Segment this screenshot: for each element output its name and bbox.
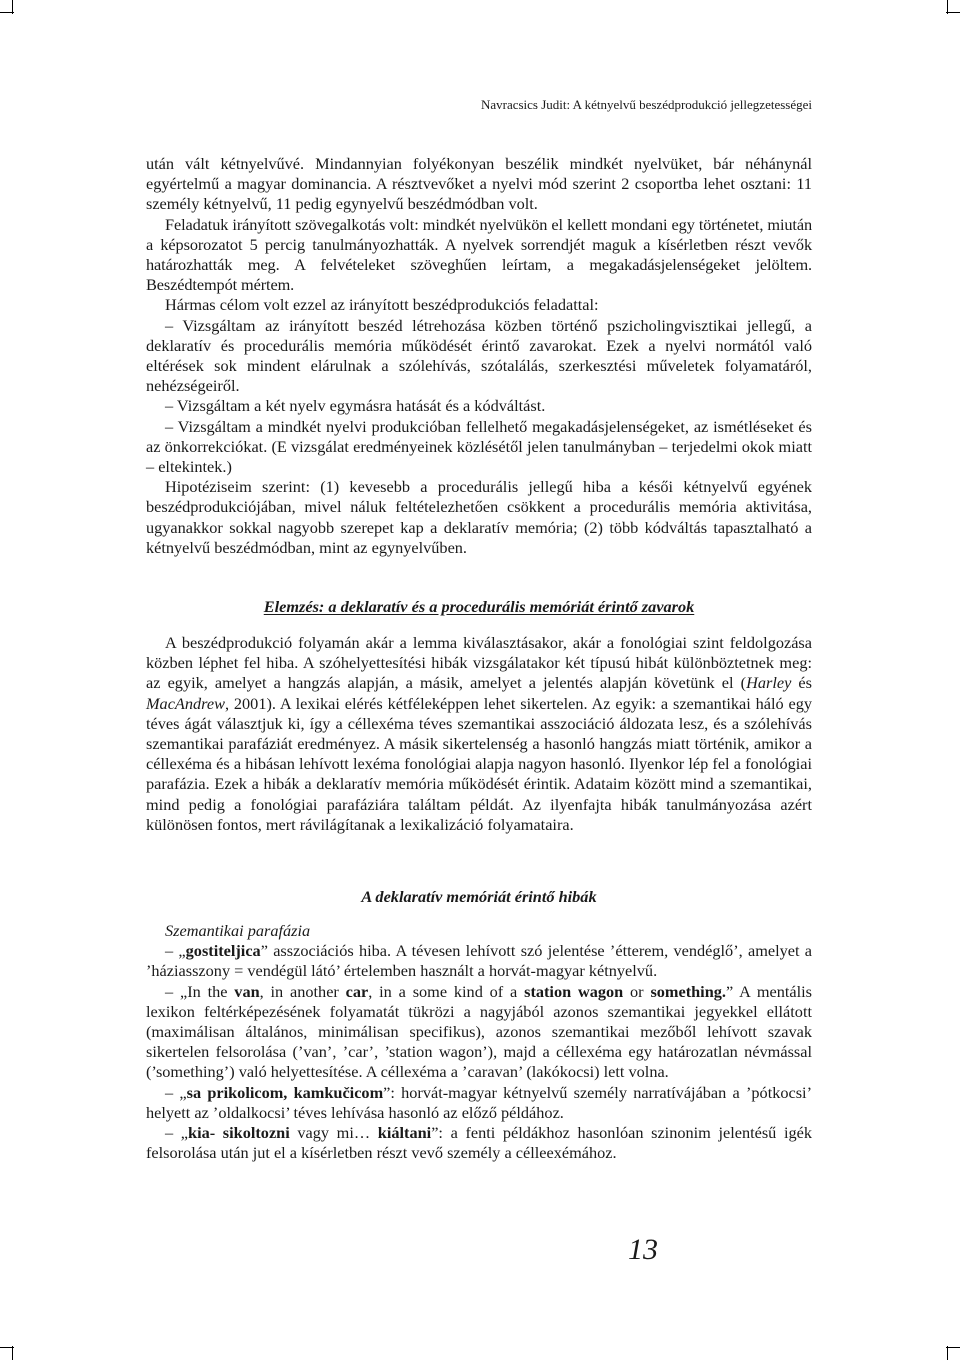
analysis-section <box>146 633 812 835</box>
subheading: Szemantikai parafázia <box>165 921 311 940</box>
subsection-title: A deklaratív memóriát érintő hibák <box>361 887 597 906</box>
crop-mark <box>12 0 13 14</box>
example-item: – „kia- sikoltozni vagy mi… kiáltani”: a fenti példákhoz hasonlóan szinonim jelentésű igék felsorolása után jut el a kísérletben részt vevő személy a célleexémához. <box>146 1123 812 1163</box>
paragraph: Hipotéziseim szerint: (1) kevesebb a procedurális jellegű hiba a késői kétnyelvű egyének beszédprodukciójában, mivel náluk feltételezhetően csökkent a procedurális memória aktivitása, ugyanakkor sokkal nagyobb szerepet kap a deklaratív memória; (2) több kódváltás tapasztalható a kétnyelvű beszédmódban, mint az egynyelvűben. <box>146 477 812 557</box>
crop-mark <box>946 1347 960 1348</box>
section-title: Elemzés: a deklaratív és a procedurális memóriát érintő zavarok <box>263 597 695 616</box>
crop-mark <box>946 12 960 13</box>
example-item: – „sa prikolicom, kamkučicom”: horvát-magyar kétnyelvű személy narratívájában a ’pótkocsi’ helyett az ’oldalkocsi’ téves lehívása hasonló az előző példához. <box>146 1082 813 1122</box>
crop-mark <box>12 1346 13 1360</box>
paragraph: után vált kétnyelvűvé. Mindannyian folyékonyan beszélik mindkét nyelvüket, bár néhánynál egyértelmű a magyar dominancia. A résztvevőket a nyelvi mód szerint 2 csoportba lehet osztani: 11 személy kétnyelvű, 11 pedig egynyelvű beszédmódban volt. <box>146 154 812 214</box>
examples-section <box>146 921 812 1163</box>
running-header: Navracsics Judit: A kétnyelvű beszédprodukció jellegzetességei <box>480 97 812 112</box>
list-item: – Vizsgáltam az irányított beszéd létrehozása közben történő pszicholingvisztikai jellegű, a deklaratív és procedurális memória működését érintő zavarokat. Ezek a nyelvi normától való eltérések sok mindent elárulnak a szólehívás, szótalálás, szerkesztési műveletek folyamatáról, nehézségeiről. <box>146 315 812 396</box>
crop-mark <box>947 1346 948 1360</box>
list-item: – Vizsgáltam a mindkét nyelvi produkcióban fellelhető megakadásjelenségeket, az ismétléseket és az önkorrekciókat. (E vizsgálat eredményeinek közlésétől jelen tanulmányban – terjedelmi okok miatt – eltekintek.) <box>146 416 812 477</box>
citation-author: MacAndrew <box>146 693 225 713</box>
list-item: – Vizsgáltam a két nyelv egymásra hatását és a kódváltást. <box>165 396 546 416</box>
paragraph: A beszédprodukció folyamán akár a lemma kiválasztásakor, akár a fonológiai szint feldolgozása közben léphet fel hiba. A szóhelyettesítési hibák vizsgálatakor két típusú hibát különböztetnek meg: az egyik, amelyet a hangzás alapján, a másik, amelyet a jelentés alapján követünk el (Harley és MacAndrew, 2001). A lexikai elérés kétféleképpen lehet sikertelen. Az egyik: a szemantikai háló egy téves ágát választjuk ki, így a céllexéma téves szemantikai asszociáció áldozata lesz, és a szólehívás szemantikai parafáziát eredményez. A másik sikertelenség a hasonló hangzás miatt történik, amikor a céllexéma és a hibásan lehívott lexéma fonológiai alapja nagyon hasonló. Ilyenkor lép fel a fonológiai parafázia. Ezek a hibák a deklaratív memória működését érintik. Adataim között mind a szemantikai, mind pedig a fonológiai parafáziára találtam példát. Az ilyenfajta hibák tanulmányozása azért különösen fontos, mert rávilágítanak a lexikalizáció folyamataira. <box>146 633 812 834</box>
page-number: 13 <box>628 1233 658 1266</box>
example-item: – „gostiteljica” asszociációs hiba. A tévesen lehívott szó jelentése ’étterem, vendéglő’, amelyet a ’háziasszony = vendégül látó’ értelemben használt a horvát-magyar kétnyelvű. <box>146 941 813 981</box>
paragraph: Hármas célom volt ezzel az irányított beszédprodukciós feladattal: <box>165 295 599 315</box>
intro-section <box>146 154 812 558</box>
crop-mark <box>947 0 948 14</box>
example-item: – „In the van, in another car, in a some kind of a station wagon or something.” A mentális lexikon feltérképezésének folyamatát tükrözi a nagyjából azonos szemantikai jegyekkel ellátott (maximálisan általános, minimálisan specifikus), azonos szemantikai mezőből lehívott szavak sikertelen felsorolása (’van’, ’car’, ’station wagon’), majd a céllexéma egy határozatlan névmással (’something’) való helyettesítése. A céllexéma a ’caravan’ (lakókocsi) lett volna. <box>146 981 812 1082</box>
paragraph: Feladatuk irányított szövegalkotás volt: mindkét nyelvükön el kellett mondani egy történetet, miután a képsorozatot 5 percig tanulmányozhatták. A nyelvek sorrendjét maguk a kísérletben részt vevők határozhatták meg. A felvételeket szöveghűen leírtam, a megakadásjelenségeket jelöltem. Beszédtempót mértem. <box>146 214 812 295</box>
citation-author: Harley <box>746 673 792 693</box>
